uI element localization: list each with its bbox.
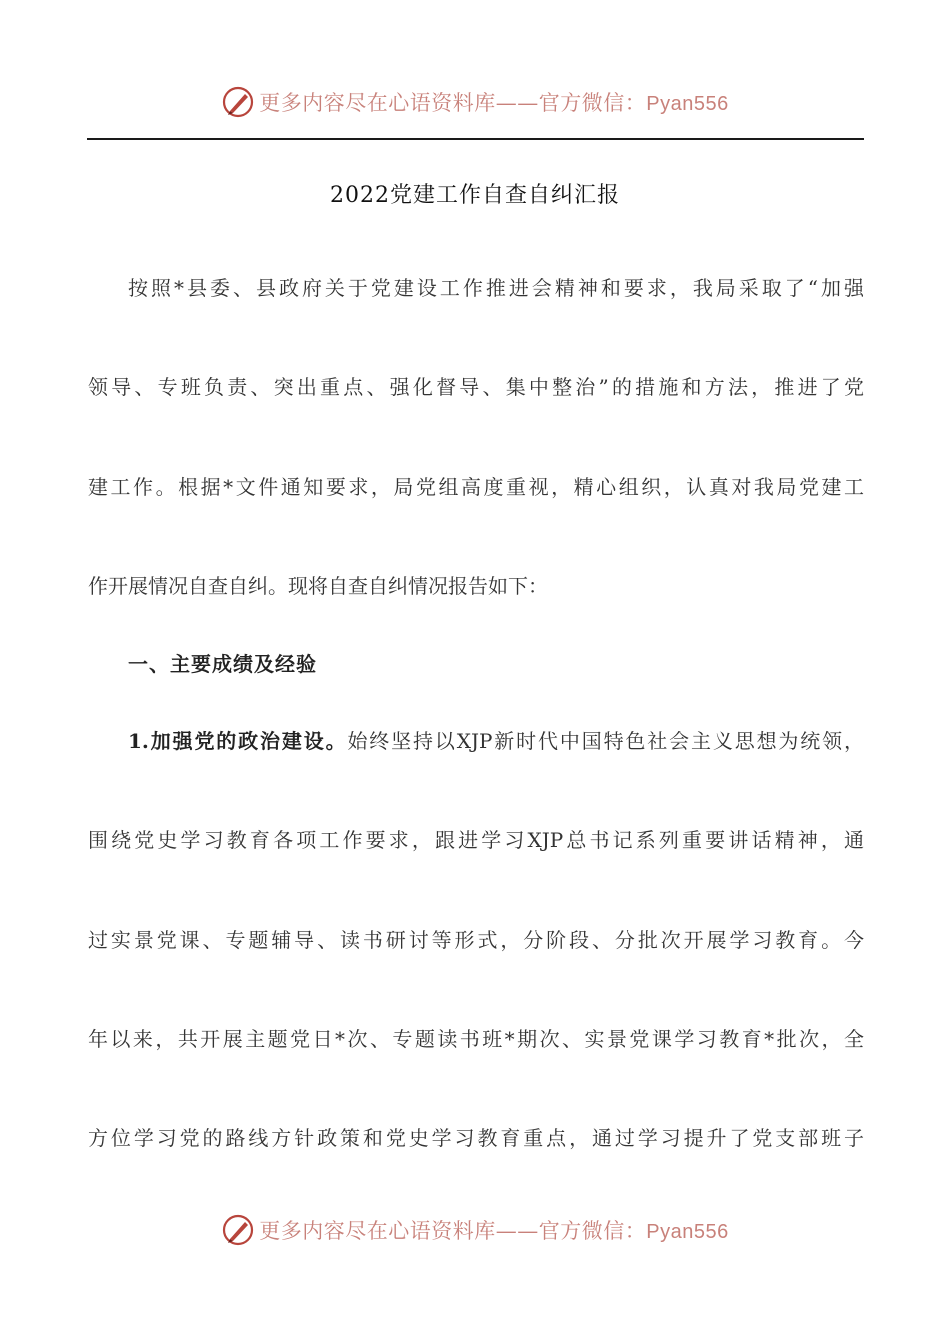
- quill-pen-icon: [221, 85, 255, 119]
- intro-line: 按照*县委、县政府关于党建设工作推进会精神和要求，我局采取了“加强: [128, 276, 864, 300]
- quill-pen-icon: [221, 1213, 255, 1247]
- item-lead: 1.加强党的政治建设。: [128, 729, 348, 753]
- header-banner: [0, 82, 950, 122]
- banner-wechat-label: 官方微信：: [538, 91, 647, 115]
- item-first-line: [128, 727, 864, 755]
- banner-site-text: 更多内容尽在心语资料库: [259, 91, 496, 115]
- banner-site-text: 更多内容尽在心语资料库: [259, 1219, 496, 1243]
- intro-line: 建工作。根据*文件通知要求，局党组高度重视，精心组织，认真对我局党建工: [88, 475, 864, 499]
- item-line: 年以来，共开展主题党日*次、专题读书班*期次、实景党课学习教育*批次，全: [88, 1027, 864, 1051]
- document-title: 2022党建工作自查自纠汇报: [330, 183, 620, 208]
- banner-text: [259, 87, 728, 117]
- section-heading: 一、主要成绩及经验: [128, 652, 317, 676]
- item-line: 围绕党史学习教育各项工作要求，跟进学习XJP总书记系列重要讲话精神，通: [88, 828, 864, 852]
- banner-wechat-label: 官方微信：: [538, 1219, 647, 1243]
- banner-dash: ——: [495, 91, 539, 115]
- item-line: 过实景党课、专题辅导、读书研讨等形式，分阶段、分批次开展学习教育。今: [88, 928, 864, 952]
- item-line: 方位学习党的路线方针政策和党史学习教育重点，通过学习提升了党支部班子: [88, 1126, 864, 1150]
- banner-dash: ——: [495, 1219, 539, 1243]
- header-divider: [87, 138, 864, 140]
- intro-line: 领导、专班负责、突出重点、强化督导、集中整治”的措施和方法，推进了党: [88, 375, 864, 399]
- item-first-line-rest: 始终坚持以XJP新时代中国特色社会主义思想为统领，: [347, 729, 864, 753]
- footer-banner: [0, 1210, 950, 1250]
- banner-text: [259, 1215, 728, 1245]
- banner-wechat-id: Pyan556: [646, 93, 729, 115]
- intro-line: 作开展情况自查自纠。现将自查自纠情况报告如下：: [88, 574, 548, 598]
- banner-wechat-id: Pyan556: [646, 1221, 729, 1243]
